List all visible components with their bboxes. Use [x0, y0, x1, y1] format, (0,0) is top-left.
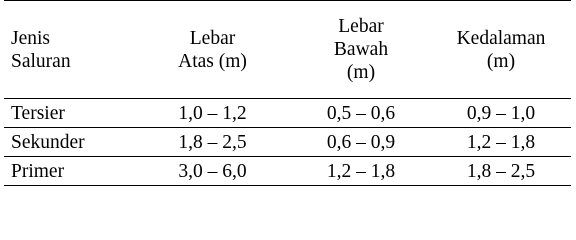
cell-lebar-atas: 1,0 – 1,2 [134, 99, 291, 128]
header-row [4, 1, 571, 99]
cell-kedalaman: 0,9 – 1,0 [431, 99, 571, 128]
cell-kedalaman: 1,8 – 2,5 [431, 157, 571, 186]
table-row [4, 128, 571, 157]
header-kedalaman [431, 1, 571, 99]
cell-jenis: Primer [4, 157, 134, 186]
header-line: Kedalaman [456, 27, 546, 49]
table-row [4, 157, 571, 186]
cell-kedalaman: 1,2 – 1,8 [431, 128, 571, 157]
cell-jenis: Sekunder [4, 128, 134, 157]
table-header [4, 1, 571, 99]
cell-lebar-bawah: 1,2 – 1,8 [291, 157, 431, 186]
header-line: Jenis [11, 27, 50, 49]
cell-lebar-atas: 1,8 – 2,5 [134, 128, 291, 157]
header-line: (m) [486, 50, 516, 72]
cell-lebar-bawah: 0,6 – 0,9 [291, 128, 431, 157]
channel-dimensions-table [4, 0, 571, 186]
header-line: Atas (m) [178, 50, 247, 72]
cell-jenis: Tersier [4, 99, 134, 128]
header-line: Saluran [11, 50, 71, 72]
header-lebar-atas [134, 1, 291, 99]
header-line: (m) [346, 62, 376, 83]
header-line: Lebar [189, 27, 236, 49]
header-line: Bawah [333, 39, 389, 60]
header-line: Lebar [338, 16, 384, 37]
header-lebar-bawah [291, 1, 431, 99]
cell-lebar-atas: 3,0 – 6,0 [134, 157, 291, 186]
cell-lebar-bawah: 0,5 – 0,6 [291, 99, 431, 128]
table-row [4, 99, 571, 128]
table-body [4, 99, 571, 186]
header-jenis-saluran [4, 1, 134, 99]
